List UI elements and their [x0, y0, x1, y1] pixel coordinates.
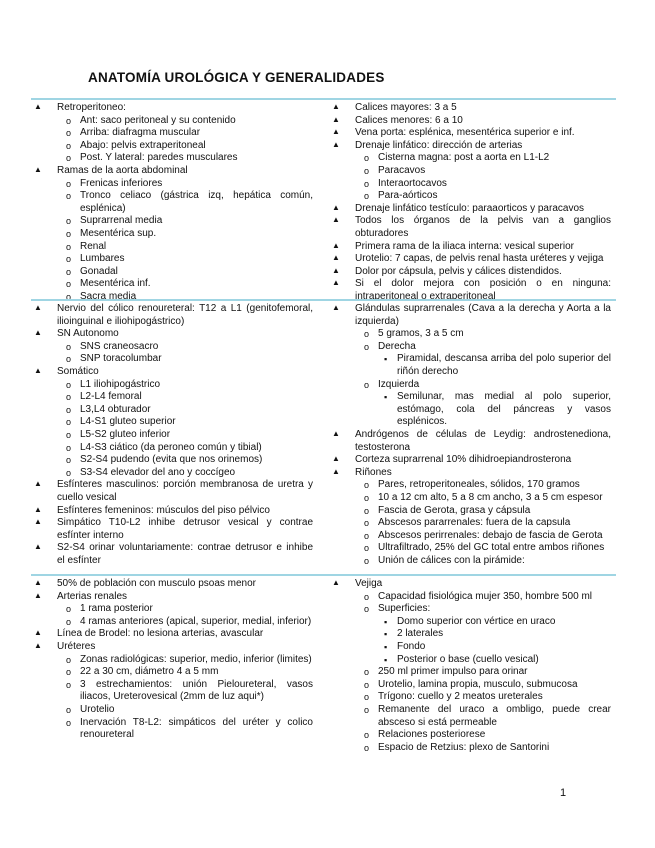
bullet-marker-icon: o [66, 417, 72, 428]
list-item [355, 341, 611, 379]
list-item-text: Retroperitoneo: [57, 102, 126, 113]
list-item-text: Para-aórticos [378, 190, 438, 202]
list-item-text: Línea de Brodel: no lesiona arterias, avascular [57, 628, 264, 640]
list-item [331, 454, 611, 467]
bullet-marker-icon: o [66, 128, 72, 139]
list-item [57, 178, 313, 191]
list-item-text: Suprarrenal media [80, 215, 163, 227]
list-item-text: Abscesos perirrenales: debajo de fascia de Gerota [378, 529, 603, 541]
list-item [33, 303, 313, 328]
bullet-marker-icon: ▲ [332, 202, 340, 212]
bullet-list-level-3 [378, 391, 611, 429]
bullet-marker-icon: ▲ [332, 240, 340, 250]
bullet-list-level-2 [57, 654, 313, 742]
bullet-list-level-1 [331, 578, 611, 754]
list-item-text: Ant: saco peritoneal y su contenido [80, 114, 236, 126]
list-item [355, 328, 611, 341]
list-item-text: 2 laterales [397, 628, 444, 640]
list-item-text: 10 a 12 cm alto, 5 a 8 cm ancho, 3 a 5 cm espesor [378, 491, 603, 503]
list-item [57, 454, 313, 467]
bullet-list-level-1 [33, 102, 313, 304]
list-item [331, 115, 611, 128]
bullet-list-level-2 [57, 115, 313, 165]
bullet-marker-icon: o [66, 704, 72, 715]
bullet-marker-icon: o [66, 115, 72, 126]
bullet-marker-icon: ▲ [34, 590, 42, 600]
list-item [355, 379, 611, 429]
bullet-list-level-1 [331, 303, 611, 567]
bullet-marker-icon: ▲ [34, 578, 42, 587]
list-item [355, 603, 611, 666]
list-item-text: Pares, retroperitoneales, sólidos, 170 gramos [378, 479, 580, 491]
list-item [57, 666, 313, 679]
list-item [378, 641, 611, 654]
list-item [355, 591, 611, 604]
section-inervacion-suprarrenales [31, 299, 616, 576]
bullet-marker-icon: o [364, 730, 370, 741]
bullet-list-level-1 [331, 102, 611, 304]
bullet-marker-icon: o [66, 616, 72, 627]
list-item-text: Abajo: pelvis extraperitoneal [80, 139, 206, 151]
bullet-marker-icon: ▲ [332, 303, 340, 312]
list-item [355, 505, 611, 518]
list-item [355, 679, 611, 692]
list-item [331, 266, 611, 279]
list-item [378, 616, 611, 629]
list-item-text: Corteza suprarrenal 10% dihidroepiandrosterona [355, 454, 572, 466]
list-item-text: L4-S1 gluteo superior [80, 416, 176, 428]
list-item [331, 467, 611, 568]
bullet-marker-icon: ▲ [34, 164, 42, 174]
list-item [331, 578, 611, 754]
bullet-marker-icon: o [66, 254, 72, 265]
list-item-text: Calices mayores: 3 a 5 [355, 102, 457, 113]
list-item [378, 391, 611, 429]
bullet-marker-icon: o [364, 692, 370, 703]
list-item-text: 250 ml primer impulso para orinar [378, 666, 528, 678]
list-item [355, 742, 611, 755]
list-item-text: Superficies: [378, 603, 431, 615]
list-item [57, 266, 313, 279]
list-item-text: 50% de población con musculo psoas menor [57, 578, 257, 589]
list-item-text: Lumbares [80, 253, 125, 265]
list-item [33, 165, 313, 304]
bullet-marker-icon: o [66, 679, 72, 690]
bullet-marker-icon: ▲ [34, 102, 42, 111]
bullet-marker-icon: ▪ [384, 354, 388, 365]
list-item [57, 679, 313, 704]
list-item [57, 616, 313, 629]
list-item [355, 691, 611, 704]
list-item-text: Piramidal, descansa arriba del polo superior del riñón derecho [397, 353, 611, 377]
list-item [355, 492, 611, 505]
list-item-text: Inervación T8-L2: simpáticos del uréter y colico renoureteral [80, 716, 313, 741]
list-item-text: Domo superior con vértice en uraco [397, 615, 556, 627]
bullet-marker-icon: o [364, 165, 370, 176]
bullet-marker-icon: o [364, 191, 370, 202]
bullet-list-level-3 [378, 616, 611, 666]
list-item [57, 278, 313, 291]
bullet-marker-icon: ▲ [332, 114, 340, 124]
bullet-marker-icon: ▪ [384, 654, 388, 665]
bullet-marker-icon: ▲ [332, 454, 340, 464]
list-item-text: L3,L4 obturador [80, 403, 151, 415]
list-item-text: Derecha [378, 340, 416, 352]
list-item-text: Esfínteres masculinos: porción membranosa de uretra y cuello vesical [57, 479, 313, 503]
list-item [33, 591, 313, 629]
list-item [355, 190, 611, 203]
list-item [57, 429, 313, 442]
list-item [331, 241, 611, 254]
list-item-text: S2-S4 orinar voluntariamente: contrae detrusor e inhibe el esfínter [57, 542, 313, 566]
list-item-text: Urotelio: 7 capas, de pelvis renal hasta uréteres y vejiga [355, 253, 604, 265]
list-item-text: Drenaje linfático: dirección de arterias [355, 139, 523, 151]
bullet-marker-icon: o [364, 505, 370, 516]
bullet-marker-icon: o [66, 279, 72, 290]
list-item [33, 641, 313, 742]
bullet-marker-icon: o [364, 379, 370, 390]
list-item [57, 416, 313, 429]
list-item-text: Mesentérica inf. [80, 278, 151, 290]
bullet-marker-icon: o [66, 429, 72, 440]
list-item-text: Todos los órganos de la pelvis van a ganglios obturadores [355, 215, 611, 239]
bullet-marker-icon: ▪ [384, 629, 388, 640]
list-item [331, 127, 611, 140]
list-item [355, 178, 611, 191]
bullet-marker-icon: o [364, 341, 370, 352]
bullet-marker-icon: ▲ [332, 278, 340, 288]
list-item [33, 366, 313, 479]
list-item-text: Nervio del cólico renoureteral: T12 a L1 (genitofemoral, ilioinguinal e iliohipogástrico) [57, 303, 313, 327]
right-column [331, 303, 611, 567]
list-item [355, 666, 611, 679]
bullet-marker-icon: o [364, 153, 370, 164]
bullet-marker-icon: ▲ [332, 578, 340, 587]
bullet-marker-icon: ▪ [384, 616, 388, 627]
list-item-text: 5 gramos, 3 a 5 cm [378, 328, 464, 340]
list-item-text: SNS craneosacro [80, 340, 159, 352]
bullet-marker-icon: o [66, 392, 72, 403]
list-item-text: Renal [80, 240, 107, 252]
list-item-text: Semilunar, mas medial al polo superior, estómago, cola del páncreas y vasos esplénicos. [397, 391, 611, 428]
list-item-text: Primera rama de la iliaca interna: vesical superior [355, 240, 574, 252]
bullet-marker-icon: ▲ [34, 640, 42, 650]
bullet-list-level-2 [355, 152, 611, 202]
bullet-marker-icon: ▲ [332, 265, 340, 275]
list-item [33, 542, 313, 567]
list-item-text: Fascia de Gerota, grasa y cápsula [378, 504, 531, 516]
bullet-marker-icon: o [66, 266, 72, 277]
list-item [57, 404, 313, 417]
list-item-text: S3-S4 elevador del ano y coccígeo [80, 466, 236, 478]
bullet-marker-icon: o [66, 241, 72, 252]
bullet-marker-icon: ▲ [34, 504, 42, 514]
bullet-marker-icon: ▪ [384, 392, 388, 403]
bullet-marker-icon: ▲ [34, 328, 42, 338]
list-item-text: Glándulas suprarrenales (Cava a la derecha y Aorta a la izquierda) [355, 303, 611, 327]
list-item [57, 467, 313, 480]
list-item-text: Mesentérica sup. [80, 227, 157, 239]
bullet-list-level-1 [33, 578, 313, 742]
bullet-marker-icon: o [364, 530, 370, 541]
list-item [331, 102, 611, 115]
bullet-marker-icon: o [364, 492, 370, 503]
page-title: ANATOMÍA UROLÓGICA Y GENERALIDADES [88, 70, 385, 85]
list-item [355, 479, 611, 492]
bullet-marker-icon: o [66, 216, 72, 227]
list-item-text: Gonadal [80, 265, 118, 277]
list-item-text: Si el dolor mejora con posición o en ninguna: intraperitoneal o extraperitoneal [355, 278, 611, 302]
bullet-list-level-3 [378, 353, 611, 378]
bullet-marker-icon: o [364, 178, 370, 189]
list-item [57, 253, 313, 266]
section-retroperitoneo [31, 98, 616, 300]
list-item [355, 165, 611, 178]
list-item [57, 140, 313, 153]
list-item [355, 555, 611, 568]
bullet-marker-icon: o [66, 140, 72, 151]
list-item [57, 379, 313, 392]
bullet-marker-icon: o [66, 654, 72, 665]
list-item-text: Riñones [355, 466, 392, 478]
left-column [33, 102, 313, 304]
list-item-text: 22 a 30 cm, diámetro 4 a 5 mm [80, 666, 219, 678]
list-item-text: Abscesos pararrenales: fuera de la capsula [378, 517, 571, 529]
list-item [57, 442, 313, 455]
bullet-marker-icon: o [66, 153, 72, 164]
bullet-list-level-1 [33, 303, 313, 567]
bullet-marker-icon: o [364, 480, 370, 491]
list-item [57, 215, 313, 228]
bullet-marker-icon: ▲ [332, 428, 340, 438]
list-item-text: S2-S4 pudendo (evita que nos orinemos) [80, 454, 263, 466]
bullet-marker-icon: o [364, 329, 370, 340]
list-item [331, 140, 611, 203]
bullet-marker-icon: o [66, 442, 72, 453]
list-item [331, 303, 611, 429]
list-item [57, 353, 313, 366]
list-item [57, 228, 313, 241]
bullet-marker-icon: ▲ [332, 127, 340, 137]
list-item [331, 253, 611, 266]
bullet-marker-icon: o [66, 604, 72, 615]
list-item-text: Interaortocavos [378, 177, 447, 189]
list-item-text: Somático [57, 365, 99, 377]
list-item-text: Arterias renales [57, 590, 128, 602]
bullet-marker-icon: ▲ [34, 628, 42, 638]
bullet-marker-icon: o [66, 228, 72, 239]
list-item-text: Fondo [397, 640, 426, 652]
list-item [57, 704, 313, 717]
list-item [33, 517, 313, 542]
list-item-text: Arriba: diafragma muscular [80, 127, 201, 139]
list-item [355, 152, 611, 165]
bullet-list-level-2 [57, 178, 313, 304]
list-item-text: Vena porta: esplénica, mesentérica superior e inf. [355, 127, 575, 139]
list-item [355, 542, 611, 555]
section-arterias-vejiga [31, 574, 616, 766]
bullet-marker-icon: o [66, 191, 72, 202]
list-item [33, 102, 313, 165]
list-item-text: Relaciones posteriorese [378, 729, 486, 741]
list-item [57, 152, 313, 165]
list-item-text: Zonas radiológicas: superior, medio, inferior (limites) [80, 653, 312, 665]
list-item-text: Trígono: cuello y 2 meatos ureterales [378, 691, 543, 703]
list-item-text: L4-S3 ciático (da peroneo común y tibial) [80, 441, 262, 453]
list-item-text: Uréteres [57, 640, 96, 652]
list-item [57, 127, 313, 140]
list-item [57, 391, 313, 404]
list-item [378, 353, 611, 378]
list-item [355, 729, 611, 742]
list-item-text: Simpático T10-L2 inhibe detrusor vesical y contrae esfínter interno [57, 517, 313, 541]
list-item [33, 505, 313, 518]
bullet-marker-icon: o [364, 518, 370, 529]
bullet-marker-icon: ▪ [384, 641, 388, 652]
bullet-marker-icon: ▲ [332, 253, 340, 263]
bullet-marker-icon: o [66, 667, 72, 678]
list-item-text: Esfínteres femeninos: músculos del piso pélvico [57, 504, 270, 516]
bullet-marker-icon: o [66, 717, 72, 728]
list-item [57, 241, 313, 254]
list-item-text: Frenicas inferiores [80, 177, 163, 189]
list-item-text: L1 iliohipogástrico [80, 378, 161, 390]
list-item [33, 578, 313, 591]
right-column [331, 578, 611, 754]
list-item-text: Calices menores: 6 a 10 [355, 114, 463, 126]
list-item [57, 190, 313, 215]
bullet-marker-icon: o [66, 354, 72, 365]
list-item [378, 654, 611, 667]
list-item-text: Urotelio [80, 703, 115, 715]
list-item [33, 628, 313, 641]
list-item-text: 4 ramas anteriores (apical, superior, medial, inferior) [80, 615, 312, 627]
list-item-text: Posterior o base (cuello vesical) [397, 653, 539, 665]
list-item-text: Ramas de la aorta abdominal [57, 164, 188, 176]
bullet-marker-icon: o [364, 704, 370, 715]
bullet-marker-icon: ▲ [332, 139, 340, 149]
list-item-text: 1 rama posterior [80, 603, 153, 615]
list-item [331, 429, 611, 454]
bullet-list-level-2 [355, 591, 611, 755]
bullet-marker-icon: o [66, 404, 72, 415]
bullet-marker-icon: ▲ [34, 365, 42, 375]
list-item-text: Vejiga [355, 578, 383, 589]
bullet-marker-icon: o [66, 455, 72, 466]
bullet-marker-icon: ▲ [332, 466, 340, 476]
right-column [331, 102, 611, 304]
list-item-text: Cisterna magna: post a aorta en L1-L2 [378, 152, 550, 164]
list-item [57, 654, 313, 667]
bullet-marker-icon: o [66, 178, 72, 189]
bullet-list-level-2 [57, 603, 313, 628]
list-item-text: SN Autonomo [57, 328, 119, 340]
bullet-marker-icon: ▲ [34, 542, 42, 552]
left-column [33, 578, 313, 742]
bullet-list-level-2 [355, 328, 611, 429]
list-item-text: Capacidad fisiológica mujer 350, hombre 500 ml [378, 590, 593, 602]
list-item-text: Unión de cálices con la pirámide: [378, 554, 525, 566]
bullet-marker-icon: ▲ [332, 215, 340, 225]
bullet-marker-icon: o [364, 591, 370, 602]
bullet-marker-icon: ▲ [332, 102, 340, 111]
bullet-marker-icon: o [364, 667, 370, 678]
bullet-list-level-2 [57, 379, 313, 480]
bullet-marker-icon: o [364, 679, 370, 690]
list-item-text: Andrógenos de células de Leydig: androstenediona, testosterona [355, 428, 611, 453]
bullet-marker-icon: o [364, 604, 370, 615]
list-item-text: Ultrafiltrado, 25% del GC total entre ambos riñones [378, 542, 605, 554]
bullet-marker-icon: o [66, 379, 72, 390]
list-item [331, 215, 611, 240]
bullet-list-level-2 [355, 479, 611, 567]
list-item-text: 3 estrechamientos: unión Pieloureteral, vasos iliacos, Ureterovesical (2mm de luz aqui*) [80, 678, 313, 703]
list-item-text: Paracavos [378, 164, 426, 176]
bullet-marker-icon: o [66, 341, 72, 352]
bullet-marker-icon: o [364, 742, 370, 753]
bullet-marker-icon: o [66, 467, 72, 478]
list-item [355, 704, 611, 729]
list-item-text: Espacio de Retzius: plexo de Santorini [378, 741, 550, 753]
list-item-text: Tronco celiaco (gástrica izq, hepática común, esplénica) [80, 190, 313, 214]
list-item-text: Dolor por cápsula, pelvis y cálices distendidos. [355, 265, 562, 277]
bullet-marker-icon: ▲ [34, 517, 42, 527]
list-item-text: L5-S2 gluteo inferior [80, 428, 171, 440]
page-number: 1 [560, 787, 567, 799]
list-item [33, 328, 313, 366]
list-item [378, 628, 611, 641]
bullet-marker-icon: o [364, 543, 370, 554]
list-item [57, 717, 313, 742]
bullet-marker-icon: o [364, 555, 370, 566]
list-item [57, 115, 313, 128]
list-item [331, 203, 611, 216]
list-item-text: Remanente del uraco a ombligo, puede crear absceso si está permeable [378, 703, 611, 728]
list-item-text: Izquierda [378, 378, 420, 390]
list-item [33, 479, 313, 504]
list-item [355, 530, 611, 543]
list-item-text: SNP toracolumbar [80, 353, 162, 365]
list-item [57, 341, 313, 354]
left-column [33, 303, 313, 567]
list-item-text: Urotelio, lamina propia, musculo, submucosa [378, 678, 578, 690]
list-item-text: Post. Y lateral: paredes musculares [80, 152, 238, 164]
list-item-text: Drenaje linfático testículo: paraaorticos y paracavos [355, 202, 585, 214]
list-item-text: L2-L4 femoral [80, 391, 142, 403]
bullet-marker-icon: ▲ [34, 303, 42, 312]
list-item [57, 603, 313, 616]
list-item [355, 517, 611, 530]
bullet-marker-icon: ▲ [34, 479, 42, 489]
bullet-marker-icon: o [66, 291, 72, 302]
bullet-list-level-2 [57, 341, 313, 366]
list-item-text: Sacra media [80, 290, 137, 302]
